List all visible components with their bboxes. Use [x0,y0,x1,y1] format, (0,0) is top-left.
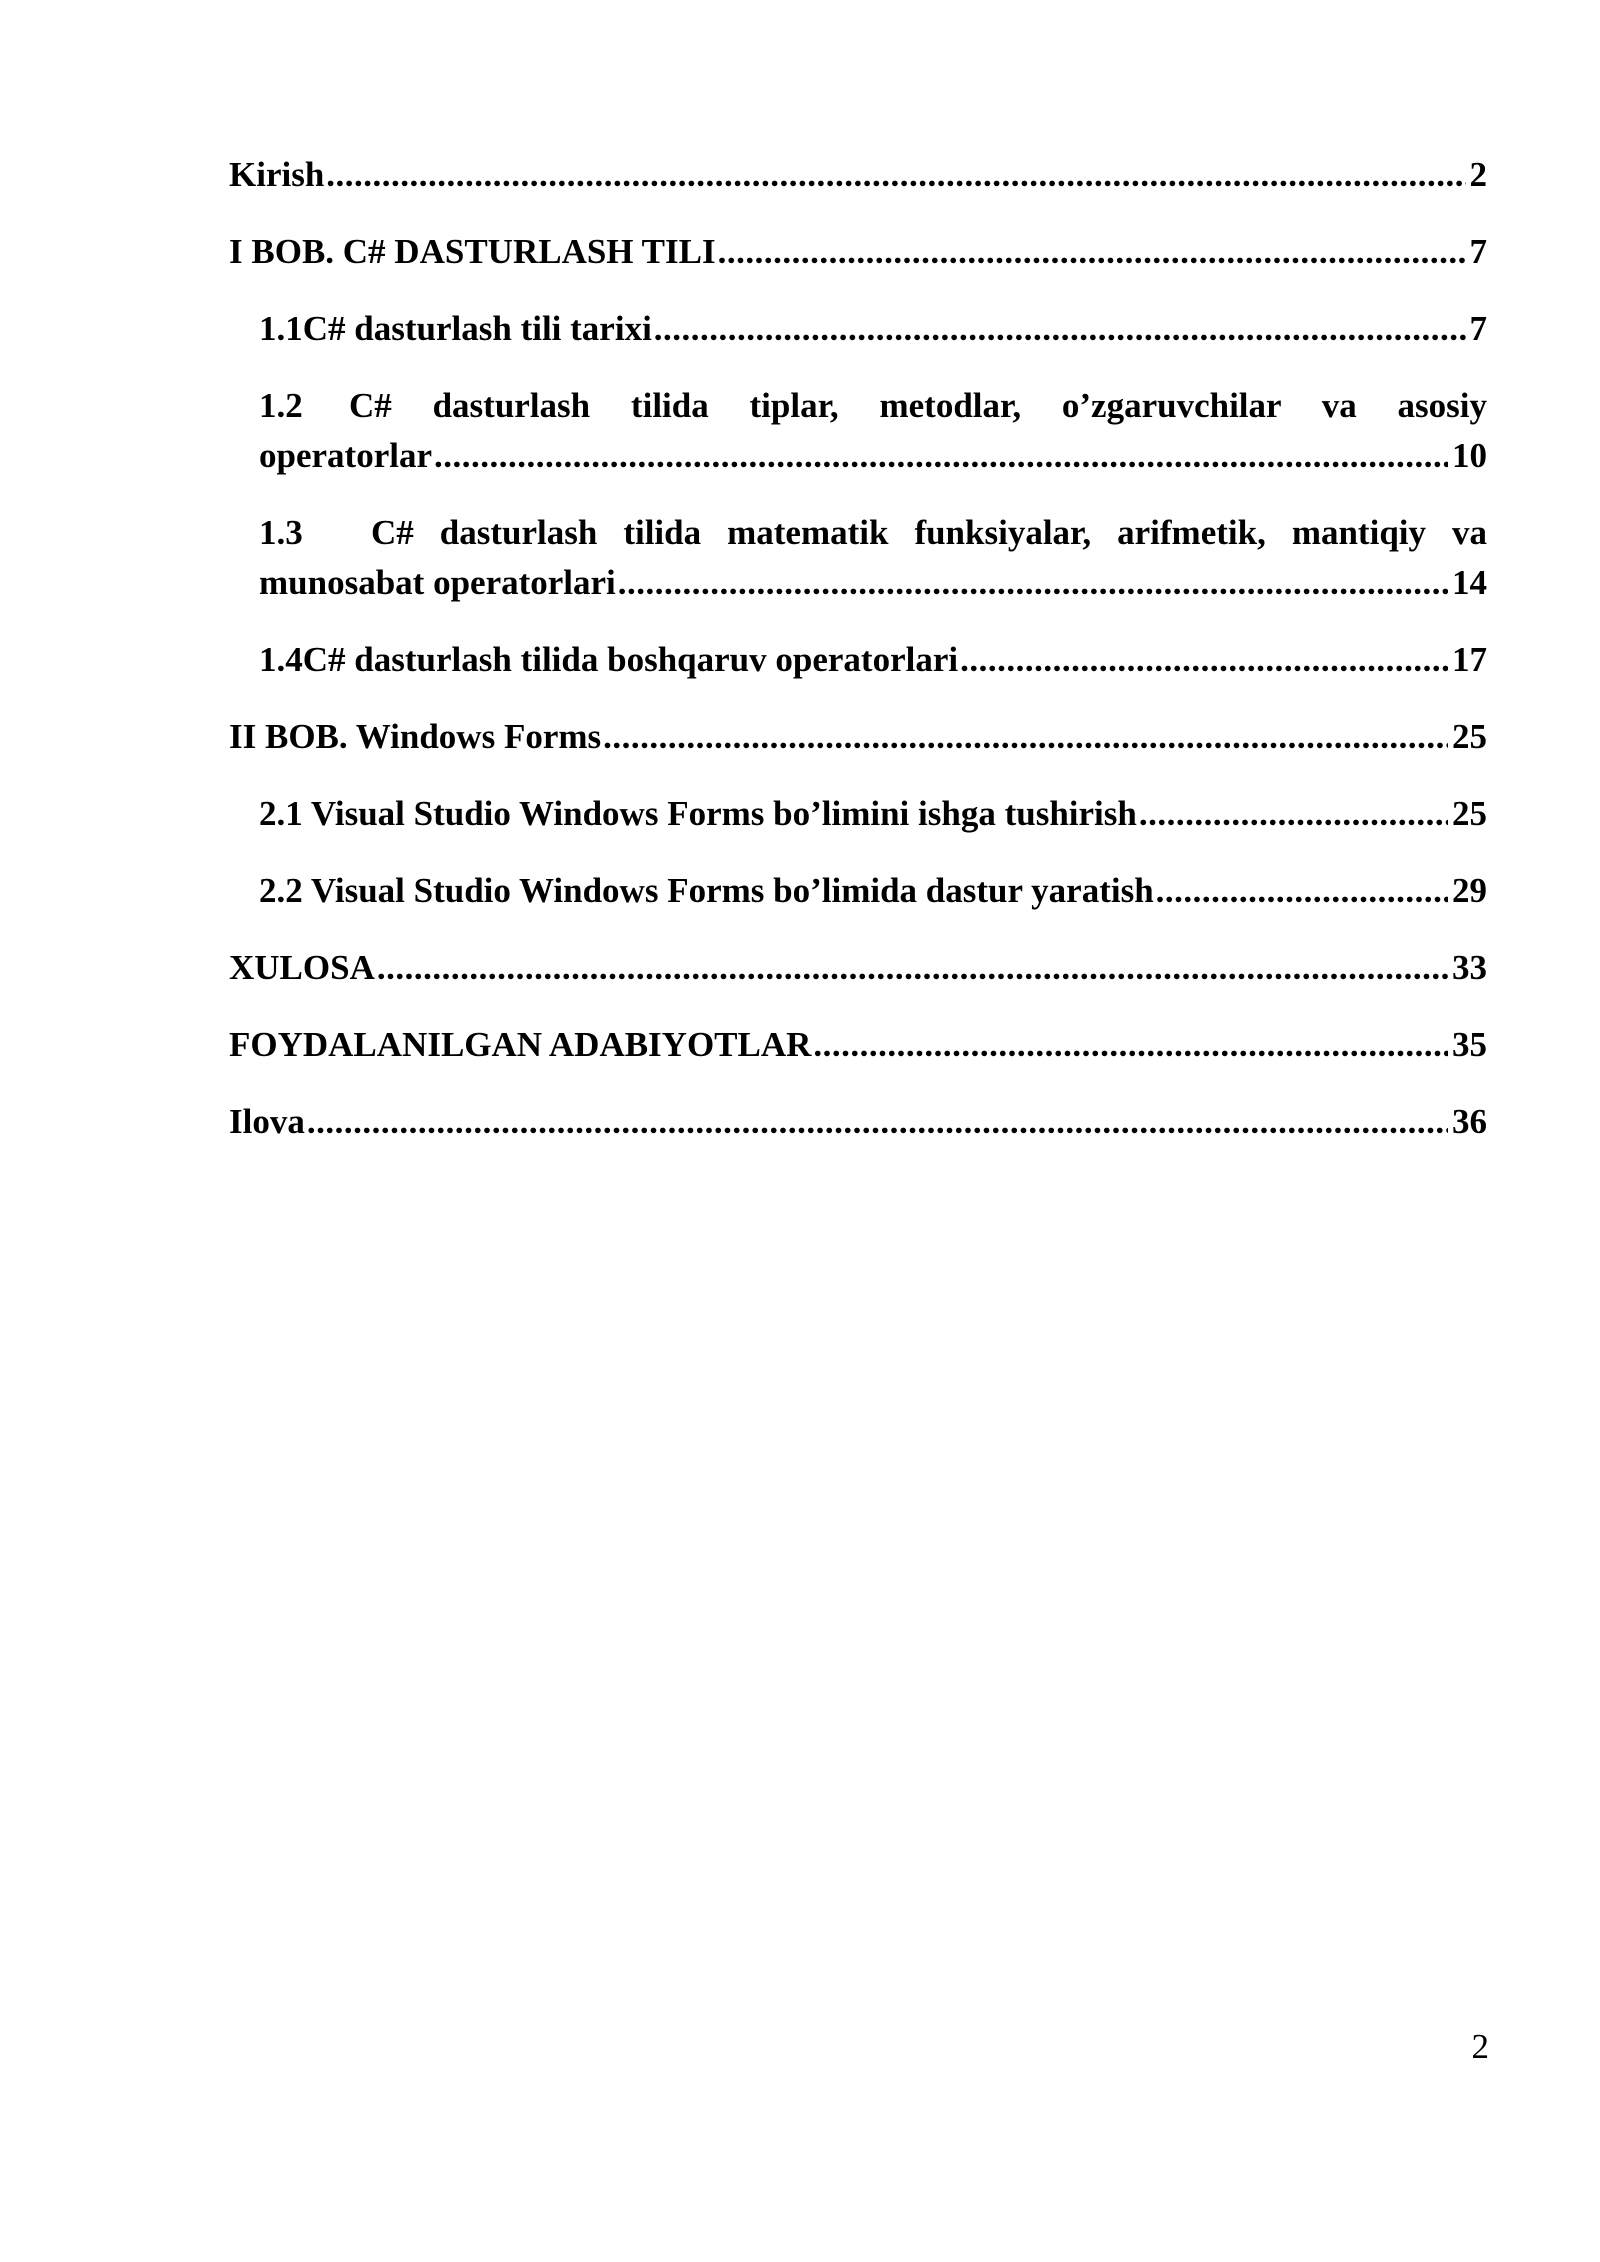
toc-page-number: 25 [1452,794,1487,833]
toc-entry-section-1-3[interactable] [229,508,1487,608]
toc-title: XULOSA [229,948,375,987]
toc-leader-dots [1156,866,1448,916]
toc-title-line-1: 1.3 C# dasturlash tilida matematik funksiyalar, arifmetik, mantiqiy va [259,508,1487,558]
toc-leader-dots [1139,789,1448,839]
toc-title: C# dasturlash tilida boshqaruv operatorlari [302,640,959,679]
toc-title: C# dasturlash tili tarixi [302,309,652,348]
toc-page-number: 7 [1469,309,1487,348]
toc-title-line-1: 1.2 C# dasturlash tilida tiplar, metodlar, o’zgaruvchilar va asosiy [259,381,1487,431]
toc-page-number: 17 [1452,640,1487,679]
toc-leader-dots [718,227,1466,277]
toc-title-line-2: munosabat operatorlari [259,563,616,602]
toc-title: II BOB. Windows Forms [229,717,602,756]
toc-page-number: 29 [1452,871,1487,910]
toc-leader-dots [307,1097,1448,1147]
toc-page-number: 36 [1452,1102,1487,1141]
toc-leader-dots [813,1020,1448,1070]
toc-entry-xulosa[interactable] [229,943,1487,993]
toc-entry-kirish[interactable] [229,150,1487,200]
table-of-contents [229,150,1487,1174]
toc-section-number: 1.1 [259,309,303,348]
toc-page-number: 35 [1452,1025,1487,1064]
toc-page-number: 25 [1452,717,1487,756]
toc-leader-dots [377,943,1448,993]
toc-entry-chapter-2[interactable] [229,712,1487,762]
toc-leader-dots [326,150,1465,200]
toc-leader-dots [603,712,1448,762]
toc-page-number: 10 [1452,436,1487,475]
toc-title: 2.2 Visual Studio Windows Forms bo’limida dastur yaratish [259,871,1154,910]
toc-entry-section-1-2[interactable] [229,381,1487,481]
toc-leader-dots [960,635,1448,685]
toc-entry-ilova[interactable] [229,1097,1487,1147]
toc-entry-adabiyotlar[interactable] [229,1020,1487,1070]
toc-section-number: 1.3 [259,513,303,552]
toc-entry-section-1-1[interactable] [229,304,1487,354]
toc-entry-section-2-1[interactable] [229,789,1487,839]
toc-title: I BOB. C# DASTURLASH TILI [229,232,716,271]
toc-title-line-2: operatorlar [259,436,432,475]
toc-page-number: 2 [1469,155,1487,194]
toc-entry-section-2-2[interactable] [229,866,1487,916]
toc-entry-section-1-4[interactable] [229,635,1487,685]
toc-title: Ilova [229,1102,305,1141]
toc-section-number: 1.4 [259,640,303,679]
toc-title: FOYDALANILGAN ADABIYOTLAR [229,1025,812,1064]
toc-entry-chapter-1[interactable] [229,227,1487,277]
toc-leader-dots [434,431,1448,481]
toc-title: Kirish [229,155,325,194]
toc-page-number: 14 [1452,563,1487,602]
toc-page-number: 7 [1469,232,1487,271]
toc-page-number: 33 [1452,948,1487,987]
toc-title: 2.1 Visual Studio Windows Forms bo’limini ishga tushirish [259,794,1137,833]
toc-leader-dots [654,304,1466,354]
page-number: 2 [1471,2027,1489,2066]
toc-section-number: 1.2 [259,386,303,425]
toc-leader-dots [618,558,1448,608]
